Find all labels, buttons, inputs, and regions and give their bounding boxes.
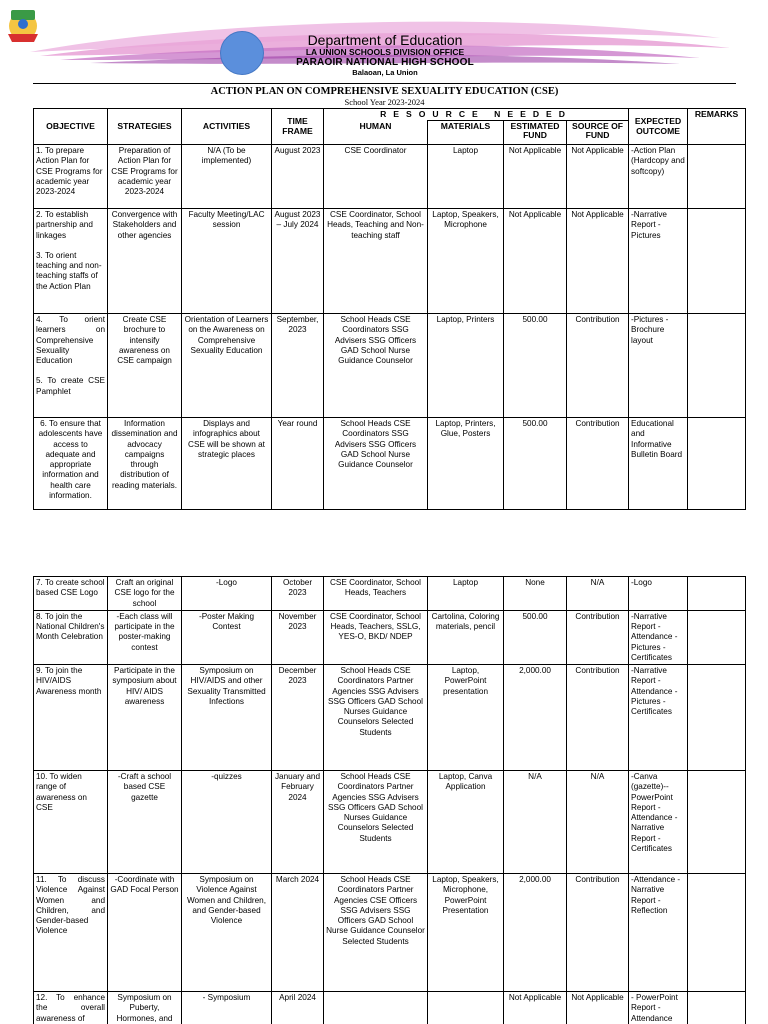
objective-cell: 11. To discuss Violence Against Women and Children, and Gender-based Violence [34,874,108,992]
strategies-cell: Information dissemination and advocacy campaigns through distribution of reading materials. [108,418,182,510]
time-frame-cell: Year round [272,418,324,510]
remarks-cell [688,610,746,664]
outcome-cell: -Narrative Report -Attendance -Pictures -Certificates [629,665,688,771]
school-name: PARAOIR NATIONAL HIGH SCHOOL [296,56,474,68]
remarks-cell [688,577,746,611]
objective-cell [34,209,108,314]
human-cell: School Heads CSE Coordinators Partner Agencies SSG Advisers SSG Officers GAD School Nurses Guidance Counselors Selected Students [324,771,428,874]
objective-cell: 12. To enhance the overall awareness of [34,992,108,1024]
outcome-cell: Educational and Informative Bulletin Board [629,418,688,510]
source-cell: N/A [567,577,629,611]
fund-cell: 2,000.00 [504,665,567,771]
action-plan-table-page2 [33,576,746,1024]
col-human: HUMAN [324,121,428,145]
human-cell: CSE Coordinator, School Heads, Teachers [324,577,428,611]
objective-text: 2. To establish partnership and linkages [36,210,93,240]
time-frame-cell: April 2024 [272,992,324,1024]
source-cell: Not Applicable [567,209,629,314]
strategies-cell: -Craft a school based CSE gazette [108,771,182,874]
remarks-cell [688,145,746,209]
outcome-cell: -Canva (gazette)-- PowerPoint Report -Attendance -Narrative Report -Certificates [629,771,688,874]
school-year: School Year 2023-2024 [344,97,425,107]
time-frame-cell: March 2024 [272,874,324,992]
materials-cell [428,992,504,1024]
activities-cell: -Poster Making Contest [182,610,272,664]
activities-cell: Faculty Meeting/LAC session [182,209,272,314]
human-cell [324,992,428,1024]
time-frame-cell: December 2023 [272,665,324,771]
remarks-cell [688,771,746,874]
strategies-cell: -Coordinate with GAD Focal Person [108,874,182,992]
fund-cell: 2,000.00 [504,874,567,992]
materials-cell: Laptop, Canva Application [428,771,504,874]
outcome-cell: - PowerPoint Report -Attendance [629,992,688,1024]
activities-cell: -quizzes [182,771,272,874]
materials-cell: Laptop, Speakers, Microphone, PowerPoint Presentation [428,874,504,992]
strategies-cell: -Each class will participate in the poster-making contest [108,610,182,664]
table-row [34,992,746,1024]
materials-cell: Laptop [428,577,504,611]
time-frame-cell: August 2023 [272,145,324,209]
strategies-cell: Preparation of Action Plan for CSE Programs for academic year 2023-2024 [108,145,182,209]
objective-cell: 1. To prepare Action Plan for CSE Programs for academic year 2023-2024 [34,145,108,209]
source-cell: N/A [567,771,629,874]
header-row [34,109,746,121]
table-row [34,874,746,992]
letterhead-banner [0,0,768,84]
department-name: Department of Education [307,32,463,48]
activities-cell: N/A (To be implemented) [182,145,272,209]
outcome-cell: -Action Plan (Hardcopy and softcopy) [629,145,688,209]
objective-cell: 7. To create school based CSE Logo [34,577,108,611]
objective-cell: 8. To join the National Children's Month Celebration [34,610,108,664]
source-cell: Contribution [567,665,629,771]
human-cell: CSE Coordinator [324,145,428,209]
outcome-cell: -Logo [629,577,688,611]
time-frame-cell: November 2023 [272,610,324,664]
table-row [34,314,746,418]
materials-cell: Laptop [428,145,504,209]
remarks-cell [688,314,746,418]
materials-cell: Laptop, Printers, Glue, Posters [428,418,504,510]
human-cell: School Heads CSE Coordinators Partner Agencies CSE Officers SSG Advisers SSG Officers GAD School Nurse Guidance Counselor Selected Students [324,874,428,992]
outcome-cell: -Pictures -Brochure layout [629,314,688,418]
fund-cell: N/A [504,771,567,874]
strategies-cell: Create CSE brochure to intensify awareness on CSE campaign [108,314,182,418]
remarks-cell [688,665,746,771]
fund-cell: Not Applicable [504,209,567,314]
objective-cell [34,314,108,418]
human-cell: School Heads CSE Coordinators SSG Advisers SSG Officers GAD School Nurse Guidance Counselor [324,418,428,510]
objective-cell: 10. To widen range of awareness on CSE [34,771,108,874]
time-frame-cell: October 2023 [272,577,324,611]
time-frame-cell: August 2023 – July 2024 [272,209,324,314]
col-expected-outcome: EXPECTED OUTCOME [629,109,688,145]
outcome-cell: -Narrative Report -Pictures [629,209,688,314]
human-cell: School Heads CSE Coordinators SSG Advisers SSG Officers GAD School Nurse Guidance Counselor [324,314,428,418]
time-frame-cell: January and February 2024 [272,771,324,874]
fund-cell: Not Applicable [504,992,567,1024]
strategies-cell: Symposium on Puberty, Hormones, and [108,992,182,1024]
source-cell: Contribution [567,418,629,510]
col-materials: MATERIALS [428,121,504,145]
activities-cell: Orientation of Learners on the Awareness on Comprehensive Sexuality Education [182,314,272,418]
source-cell: Not Applicable [567,145,629,209]
col-strategies: STRATEGIES [108,109,182,145]
col-resource-needed: RESOURCE NEEDED [324,109,629,121]
table-row [34,209,746,314]
activities-cell: Symposium on Violence Against Women and Children, and Gender-based Violence [182,874,272,992]
fund-cell: 500.00 [504,610,567,664]
school-location: Balaoan, La Union [352,67,418,77]
materials-cell: Cartolina, Coloring materials, pencil [428,610,504,664]
activities-cell: Displays and infographics about CSE will be shown at strategic places [182,418,272,510]
activities-cell: Symposium on HIV/AIDS and other Sexuality Transmitted Infections [182,665,272,771]
source-cell: Contribution [567,610,629,664]
objective-cell: 9. To join the HIV/AIDS Awareness month [34,665,108,771]
col-time-frame: TIME FRAME [272,109,324,145]
human-cell: CSE Coordinator, School Heads, Teaching and Non-teaching staff [324,209,428,314]
col-remarks: REMARKS [688,109,746,145]
document-title: ACTION PLAN ON COMPREHENSIVE SEXUALITY EDUCATION (CSE) [210,86,559,97]
remarks-cell [688,992,746,1024]
remarks-cell [688,418,746,510]
col-activities: ACTIVITIES [182,109,272,145]
action-plan-table-page1 [33,108,746,510]
materials-cell: Laptop, PowerPoint presentation [428,665,504,771]
table-row [34,771,746,874]
outcome-cell: -Attendance -Narrative Report -Reflection [629,874,688,992]
table-row [34,665,746,771]
header-rule [33,83,736,84]
activities-cell: -Logo [182,577,272,611]
table-row [34,418,746,510]
time-frame-cell: September, 2023 [272,314,324,418]
remarks-cell [688,209,746,314]
source-cell: Not Applicable [567,992,629,1024]
table-row [34,577,746,611]
materials-cell: Laptop, Speakers, Microphone [428,209,504,314]
col-estimated-fund: ESTIMATED FUND [504,121,567,145]
fund-cell: 500.00 [504,418,567,510]
table-row [34,145,746,209]
deped-seal-icon [220,31,264,75]
human-cell: CSE Coordinator, School Heads, Teachers, SSLG, YES-O, BKD/ NDEP [324,610,428,664]
col-objective: OBJECTIVE [34,109,108,145]
strategies-cell: Participate in the symposium about HIV/ AIDS awareness [108,665,182,771]
school-logo-icon [0,0,46,46]
activities-cell: - Symposium [182,992,272,1024]
strategies-cell: Convergence with Stakeholders and other agencies [108,209,182,314]
remarks-cell [688,874,746,992]
source-cell: Contribution [567,874,629,992]
table-row [34,610,746,664]
outcome-cell: -Narrative Report -Attendance -Pictures -Certificates [629,610,688,664]
objective-text-b: 5. To create CSE Pamphlet [36,376,105,396]
strategies-cell: Craft an original CSE logo for the school [108,577,182,611]
objective-text: 4. To orient learners on Comprehensive Sexuality Education [36,315,105,365]
objective-text-b: 3. To orient teaching and non-teaching staffs of the Action Plan [36,250,102,291]
division-office: LA UNION SCHOOLS DIVISION OFFICE [305,47,465,57]
fund-cell: None [504,577,567,611]
materials-cell: Laptop, Printers [428,314,504,418]
fund-cell: 500.00 [504,314,567,418]
objective-cell: 6. To ensure that adolescents have access to adequate and appropriate information and health care information. [34,418,108,510]
fund-cell: Not Applicable [504,145,567,209]
human-cell: School Heads CSE Coordinators Partner Agencies SSG Advisers SSG Officers GAD School Nurses Guidance Counselors Selected Students [324,665,428,771]
source-cell: Contribution [567,314,629,418]
col-source-of-fund: SOURCE OF FUND [567,121,629,145]
